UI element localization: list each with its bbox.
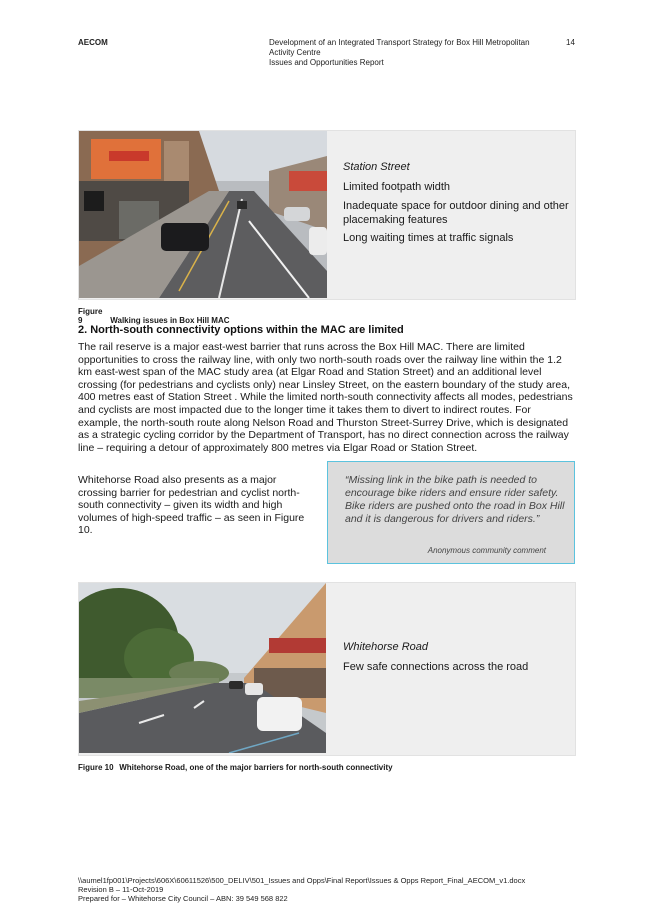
figure-10-photo (79, 583, 326, 753)
section-paragraph-2: Whitehorse Road also presents as a major crossing barrier for pedestrian and cyclist north-south connectivity – given its width and high volumes of high-speed traffic – as seen in Figure 10. (78, 474, 305, 537)
station-street-photo (79, 131, 327, 298)
figure-10-panel-line: Few safe connections across the road (343, 661, 529, 673)
footer-revision: Revision B – 11-Oct-2019 (78, 885, 164, 894)
figure-10-caption (78, 763, 393, 772)
header-title-line: Development of an Integrated Transport Strategy for Box Hill Metropolitan (269, 38, 530, 47)
figure-10-panel-title: Whitehorse Road (343, 641, 428, 653)
figure-10-caption-text: Whitehorse Road, one of the major barriers for north-south connectivity (119, 763, 393, 772)
figure-9-caption-text: Walking issues in Box Hill MAC (110, 316, 230, 325)
figure-9-caption (78, 307, 230, 325)
header-title-line: Activity Centre (269, 48, 321, 57)
footer-prepared-for: Prepared for – Whitehorse City Council – ABN: 39 549 568 822 (78, 894, 288, 903)
page-footer (78, 876, 618, 903)
community-quote-text: “Missing link in the bike path is needed to encourage bike riders and ensure rider safety. Bike riders are pushed onto the road in Box Hill and it is dangerous for drivers and riders.” (345, 474, 565, 525)
figure-9-panel-line: Long waiting times at traffic signals (343, 232, 514, 244)
header-document-title (269, 38, 539, 68)
whitehorse-road-photo (79, 583, 326, 753)
figure-9-panel-title: Station Street (343, 161, 410, 173)
section-paragraph-1: The rail reserve is a major east-west barrier that runs across the Box Hill MAC. There are limited opportunities to cross the railway line, with only two north-south roads over the railway line within the 1.2 km east-west span of the MAC study area (at Elgar Road and Station Street) and an additional level crossing (for pedestrians and cyclists only) near Linsley Street, on the eastern boundary of the study area, 400 metres east of Station Street . While the limited north-south connectivity affects all modes, pedestrians and cyclists are most impacted due to the longer time it takes them to divert to indirect routes. For example, the north-south route along Nelson Road and Thurston Street-Surrey Drive, which is designated as a strategic cycling corridor by the Department of Transport, has no direct connection across the railway line – requiring a detour of approximately 800 metres via Elgar Road or Station Street. (78, 341, 573, 454)
page-number: 14 (566, 38, 575, 47)
figure-9-panel-line: Limited footpath width (343, 181, 451, 193)
figure-9-caption-number: Figure 9 (78, 307, 103, 325)
figure-9-panel-line: Inadequate space for outdoor dining and other placemaking features (343, 200, 569, 226)
community-quote-attribution: Anonymous community comment (427, 546, 546, 555)
figure-10-caption-number: Figure 10 (78, 763, 114, 772)
header-company: AECOM (78, 38, 108, 47)
header-title-line: Issues and Opportunities Report (269, 58, 384, 67)
figure-9-photo (79, 131, 327, 298)
section-heading: 2. North-south connectivity options within the MAC are limited (78, 324, 404, 336)
footer-file-path: \\aumel1fp001\Projects\606X\60611526\500_DELIV\501_Issues and Opps\Final Report\Issues & Opps Report_Final_AECOM_v1.docx (78, 876, 526, 885)
